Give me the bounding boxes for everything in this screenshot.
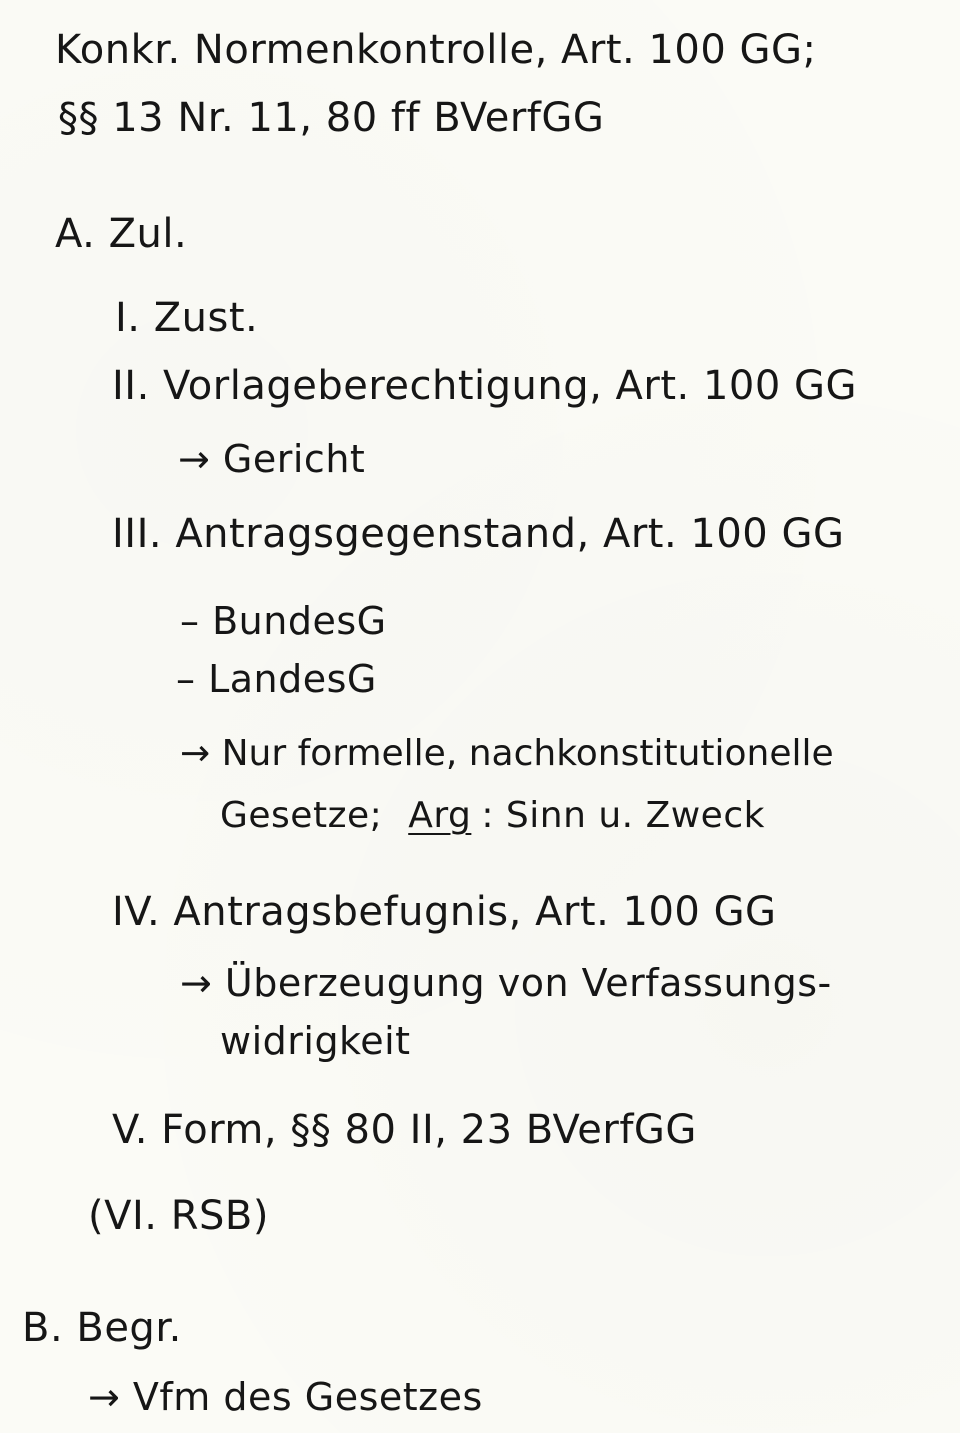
item-ii-detail-gericht: → Gericht	[178, 437, 366, 481]
item-iii-detail-sinn-und-zweck: : Sinn u. Zweck	[481, 795, 765, 836]
item-ii-vorlageberechtigung: II. Vorlageberechtigung, Art. 100 GG	[112, 363, 858, 409]
section-a-heading: A. Zul.	[55, 211, 188, 257]
item-iv-detail-widrigkeit: widrigkeit	[220, 1019, 411, 1063]
item-iv-antragsbefugnis: IV. Antragsbefugnis, Art. 100 GG	[112, 889, 777, 935]
item-iii-detail-landesgesetz: – LandesG	[176, 657, 377, 701]
item-iv-detail-ueberzeugung: → Überzeugung von Verfassungs-	[180, 961, 832, 1005]
section-b-heading: B. Begr.	[22, 1305, 182, 1351]
item-iii-detail-bundesgesetz: – BundesG	[180, 599, 387, 643]
item-i-zustaendigkeit: I. Zust.	[115, 295, 259, 341]
note-title-line-2: §§ 13 Nr. 11, 80 ff BVerfGG	[58, 95, 605, 141]
item-v-form: V. Form, §§ 80 II, 23 BVerfGG	[112, 1107, 697, 1153]
item-iii-detail-gesetze-word: Gesetze;	[220, 795, 383, 836]
item-iii-detail-formelle-gesetze: → Nur formelle, nachkonstitutionelle	[180, 733, 834, 774]
item-iii-detail-gesetze	[220, 795, 765, 836]
item-vi-rsb: (VI. RSB)	[88, 1193, 269, 1239]
note-title-line-1: Konkr. Normenkontrolle, Art. 100 GG;	[55, 27, 817, 73]
section-b-detail-vfm: → Vfm des Gesetzes	[88, 1375, 483, 1419]
item-iii-antragsgegenstand: III. Antragsgegenstand, Art. 100 GG	[112, 511, 845, 557]
item-iii-detail-argument-underlined: Arg	[408, 795, 472, 836]
